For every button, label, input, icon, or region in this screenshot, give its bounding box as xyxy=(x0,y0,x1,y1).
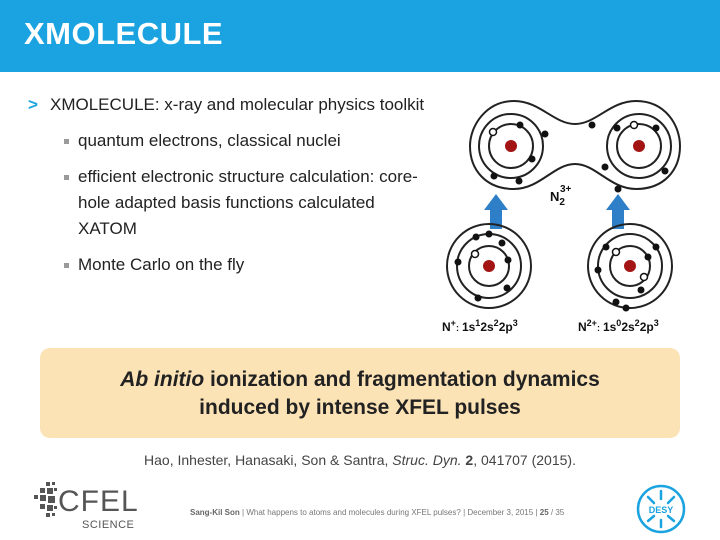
page-number: 25 xyxy=(539,508,549,517)
bullet-list xyxy=(28,92,428,278)
chevron-right-icon: > xyxy=(28,95,38,114)
reference-journal: Struc. Dyn. xyxy=(392,452,462,468)
cfel-logo-subtext: SCIENCE xyxy=(82,519,135,531)
slide-header xyxy=(0,0,720,72)
desy-logo xyxy=(636,484,686,534)
page-total: 35 xyxy=(555,508,565,517)
nucleus-icon xyxy=(633,140,645,152)
reference: Hao, Inhester, Hanasaki, Son & Santra, Struc. Dyn. 2, 041707 (2015). xyxy=(144,452,576,468)
sub-bullet xyxy=(28,252,428,278)
desy-logo-text: DESY xyxy=(648,505,674,515)
sub-bullet-text: efficient electronic structure calculation: core-hole adapted basis functions calculated XATOM xyxy=(78,167,418,238)
slide-title: XMOLECULE xyxy=(24,16,224,51)
highlight-text xyxy=(40,366,680,422)
left-atom-config: $N^+_:$ $1s^12s^22p^3$ xyxy=(442,318,518,334)
highlight-box xyxy=(40,348,680,438)
sub-bullet xyxy=(28,164,428,242)
hole-icon xyxy=(472,251,479,258)
highlight-line2: induced by intense XFEL pulses xyxy=(199,396,521,419)
square-bullet-icon xyxy=(64,175,69,180)
electron-icon xyxy=(491,122,669,193)
nucleus-icon xyxy=(483,260,495,272)
square-bullet-icon xyxy=(64,263,69,268)
molecule-charge: 3+ xyxy=(560,184,572,195)
molecule-label: $N_2$ xyxy=(550,189,565,208)
cfel-logo-text: CFEL xyxy=(58,485,139,518)
highlight-italic: Ab initio xyxy=(120,368,205,391)
footer: Sang-Kil Son | What happens to atoms and molecules during XFEL pulses? | December 3, 2015 | 25 / 35 xyxy=(190,508,565,517)
sub-bullet-text: quantum electrons, classical nuclei xyxy=(78,131,341,150)
footer-title: What happens to atoms and molecules during XFEL pulses? xyxy=(246,508,461,517)
molecule-diagram xyxy=(430,84,720,344)
square-bullet-icon xyxy=(64,139,69,144)
reference-volume: 2 xyxy=(465,452,474,468)
footer-date: December 3, 2015 xyxy=(467,508,534,517)
n2-molecule xyxy=(470,101,680,189)
right-atom-config: $N^{2+}_:$ $1s^02s^22p^3$ xyxy=(578,318,659,334)
sub-bullet xyxy=(28,128,428,154)
footer-author: Sang-Kil Son xyxy=(190,508,240,517)
bullet-main xyxy=(28,92,428,118)
electron-icon xyxy=(595,244,660,312)
bullet-main-text: XMOLECULE: x-ray and molecular physics toolkit xyxy=(50,95,425,114)
nucleus-icon xyxy=(624,260,636,272)
sub-bullet-text: Monte Carlo on the fly xyxy=(78,255,245,274)
nucleus-icon xyxy=(505,140,517,152)
highlight-line1: ionization and fragmentation dynamics xyxy=(204,368,600,391)
